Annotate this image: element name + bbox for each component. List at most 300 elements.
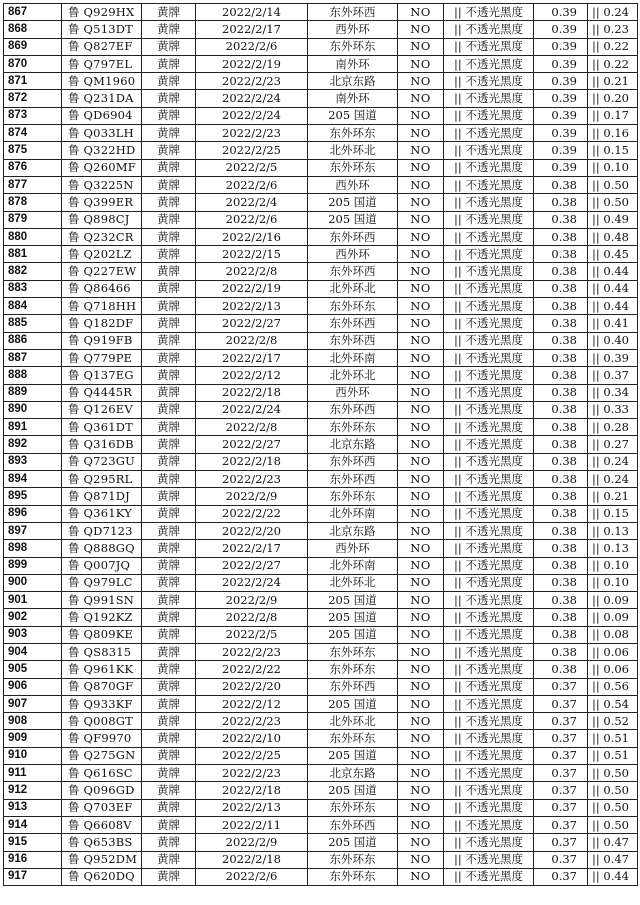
inspection-table bbox=[3, 3, 638, 886]
inspection-date-cell: 2022/2/22 bbox=[196, 505, 308, 522]
plate-color-cell: 黄牌 bbox=[142, 315, 196, 332]
row-number-cell: 873 bbox=[4, 107, 62, 124]
table-row bbox=[4, 799, 638, 816]
table-row bbox=[4, 868, 638, 885]
road-location-cell: 205 国道 bbox=[308, 747, 398, 764]
road-location-cell: 北外环南 bbox=[308, 557, 398, 574]
plate-number-cell: 鲁 QF9970 bbox=[62, 730, 142, 747]
road-location-cell: 东外环东 bbox=[308, 419, 398, 436]
inspection-date-cell: 2022/2/5 bbox=[196, 626, 308, 643]
road-location-cell: 205 国道 bbox=[308, 211, 398, 228]
row-number-cell: 880 bbox=[4, 228, 62, 245]
plate-color-cell: 黄牌 bbox=[142, 419, 196, 436]
inspection-date-cell: 2022/2/5 bbox=[196, 159, 308, 176]
road-location-cell: 西外环 bbox=[308, 384, 398, 401]
plate-number-cell: 鲁 QD6904 bbox=[62, 107, 142, 124]
table-row bbox=[4, 246, 638, 263]
table-row bbox=[4, 592, 638, 609]
measured-value-cell: || 0.22 bbox=[588, 55, 638, 72]
result-flag-cell: NO bbox=[398, 713, 444, 730]
road-location-cell: 北外环北 bbox=[308, 713, 398, 730]
inspection-date-cell: 2022/2/6 bbox=[196, 38, 308, 55]
road-location-cell: 西外环 bbox=[308, 540, 398, 557]
limit-value-cell: 0.37 bbox=[534, 868, 588, 885]
limit-value-cell: 0.38 bbox=[534, 194, 588, 211]
plate-color-cell: 黄牌 bbox=[142, 38, 196, 55]
road-location-cell: 北外环北 bbox=[308, 280, 398, 297]
plate-number-cell: 鲁 Q202LZ bbox=[62, 246, 142, 263]
table-row bbox=[4, 332, 638, 349]
plate-number-cell: 鲁 Q4445R bbox=[62, 384, 142, 401]
limit-value-cell: 0.38 bbox=[534, 349, 588, 366]
limit-value-cell: 0.37 bbox=[534, 782, 588, 799]
row-number-cell: 917 bbox=[4, 868, 62, 885]
row-number-cell: 905 bbox=[4, 661, 62, 678]
limit-value-cell: 0.38 bbox=[534, 557, 588, 574]
plate-number-cell: 鲁 Q979LC bbox=[62, 574, 142, 591]
inspection-date-cell: 2022/2/27 bbox=[196, 436, 308, 453]
test-item-cell: || 不透光黑度 bbox=[444, 730, 534, 747]
inspection-date-cell: 2022/2/23 bbox=[196, 765, 308, 782]
table-row bbox=[4, 38, 638, 55]
measured-value-cell: || 0.50 bbox=[588, 765, 638, 782]
test-item-cell: || 不透光黑度 bbox=[444, 488, 534, 505]
result-flag-cell: NO bbox=[398, 505, 444, 522]
inspection-date-cell: 2022/2/23 bbox=[196, 73, 308, 90]
inspection-date-cell: 2022/2/27 bbox=[196, 315, 308, 332]
limit-value-cell: 0.38 bbox=[534, 298, 588, 315]
inspection-date-cell: 2022/2/18 bbox=[196, 384, 308, 401]
table-row bbox=[4, 851, 638, 868]
test-item-cell: || 不透光黑度 bbox=[444, 540, 534, 557]
result-flag-cell: NO bbox=[398, 868, 444, 885]
road-location-cell: 205 国道 bbox=[308, 782, 398, 799]
inspection-date-cell: 2022/2/18 bbox=[196, 851, 308, 868]
road-location-cell: 东外环西 bbox=[308, 315, 398, 332]
plate-color-cell: 黄牌 bbox=[142, 280, 196, 297]
inspection-date-cell: 2022/2/24 bbox=[196, 401, 308, 418]
road-location-cell: 西外环 bbox=[308, 21, 398, 38]
limit-value-cell: 0.39 bbox=[534, 125, 588, 142]
table-row bbox=[4, 107, 638, 124]
result-flag-cell: NO bbox=[398, 38, 444, 55]
test-item-cell: || 不透光黑度 bbox=[444, 661, 534, 678]
row-number-cell: 901 bbox=[4, 592, 62, 609]
plate-color-cell: 黄牌 bbox=[142, 816, 196, 833]
inspection-date-cell: 2022/2/23 bbox=[196, 643, 308, 660]
road-location-cell: 东外环西 bbox=[308, 816, 398, 833]
inspection-date-cell: 2022/2/23 bbox=[196, 471, 308, 488]
limit-value-cell: 0.37 bbox=[534, 816, 588, 833]
result-flag-cell: NO bbox=[398, 4, 444, 21]
test-item-cell: || 不透光黑度 bbox=[444, 280, 534, 297]
result-flag-cell: NO bbox=[398, 367, 444, 384]
inspection-date-cell: 2022/2/14 bbox=[196, 4, 308, 21]
limit-value-cell: 0.39 bbox=[534, 159, 588, 176]
road-location-cell: 西外环 bbox=[308, 246, 398, 263]
measured-value-cell: || 0.09 bbox=[588, 609, 638, 626]
limit-value-cell: 0.39 bbox=[534, 21, 588, 38]
plate-number-cell: 鲁 Q126EV bbox=[62, 401, 142, 418]
plate-number-cell: 鲁 Q888GQ bbox=[62, 540, 142, 557]
plate-color-cell: 黄牌 bbox=[142, 522, 196, 539]
table-row bbox=[4, 280, 638, 297]
limit-value-cell: 0.38 bbox=[534, 609, 588, 626]
row-number-cell: 882 bbox=[4, 263, 62, 280]
plate-color-cell: 黄牌 bbox=[142, 488, 196, 505]
plate-color-cell: 黄牌 bbox=[142, 868, 196, 885]
table-row bbox=[4, 159, 638, 176]
road-location-cell: 东外环东 bbox=[308, 159, 398, 176]
limit-value-cell: 0.38 bbox=[534, 228, 588, 245]
limit-value-cell: 0.38 bbox=[534, 626, 588, 643]
plate-number-cell: 鲁 Q871DJ bbox=[62, 488, 142, 505]
measured-value-cell: || 0.37 bbox=[588, 367, 638, 384]
measured-value-cell: || 0.44 bbox=[588, 298, 638, 315]
plate-number-cell: 鲁 Q961KK bbox=[62, 661, 142, 678]
measured-value-cell: || 0.50 bbox=[588, 176, 638, 193]
road-location-cell: 东外环西 bbox=[308, 332, 398, 349]
plate-color-cell: 黄牌 bbox=[142, 211, 196, 228]
road-location-cell: 东外环西 bbox=[308, 678, 398, 695]
row-number-cell: 887 bbox=[4, 349, 62, 366]
limit-value-cell: 0.39 bbox=[534, 107, 588, 124]
inspection-date-cell: 2022/2/20 bbox=[196, 522, 308, 539]
result-flag-cell: NO bbox=[398, 765, 444, 782]
test-item-cell: || 不透光黑度 bbox=[444, 609, 534, 626]
measured-value-cell: || 0.44 bbox=[588, 280, 638, 297]
plate-color-cell: 黄牌 bbox=[142, 176, 196, 193]
row-number-cell: 867 bbox=[4, 4, 62, 21]
table-row bbox=[4, 643, 638, 660]
plate-color-cell: 黄牌 bbox=[142, 298, 196, 315]
plate-color-cell: 黄牌 bbox=[142, 747, 196, 764]
plate-number-cell: 鲁 Q295RL bbox=[62, 471, 142, 488]
plate-number-cell: 鲁 Q991SN bbox=[62, 592, 142, 609]
measured-value-cell: || 0.08 bbox=[588, 626, 638, 643]
inspection-date-cell: 2022/2/8 bbox=[196, 609, 308, 626]
measured-value-cell: || 0.15 bbox=[588, 505, 638, 522]
test-item-cell: || 不透光黑度 bbox=[444, 643, 534, 660]
plate-number-cell: 鲁 Q809KE bbox=[62, 626, 142, 643]
inspection-date-cell: 2022/2/8 bbox=[196, 263, 308, 280]
measured-value-cell: || 0.54 bbox=[588, 695, 638, 712]
result-flag-cell: NO bbox=[398, 315, 444, 332]
plate-number-cell: 鲁 Q933KF bbox=[62, 695, 142, 712]
road-location-cell: 北京东路 bbox=[308, 73, 398, 90]
result-flag-cell: NO bbox=[398, 782, 444, 799]
measured-value-cell: || 0.45 bbox=[588, 246, 638, 263]
row-number-cell: 910 bbox=[4, 747, 62, 764]
test-item-cell: || 不透光黑度 bbox=[444, 453, 534, 470]
result-flag-cell: NO bbox=[398, 194, 444, 211]
row-number-cell: 875 bbox=[4, 142, 62, 159]
measured-value-cell: || 0.24 bbox=[588, 471, 638, 488]
plate-number-cell: 鲁 QS8315 bbox=[62, 643, 142, 660]
plate-number-cell: 鲁 Q227EW bbox=[62, 263, 142, 280]
result-flag-cell: NO bbox=[398, 557, 444, 574]
row-number-cell: 912 bbox=[4, 782, 62, 799]
result-flag-cell: NO bbox=[398, 678, 444, 695]
table-row bbox=[4, 505, 638, 522]
measured-value-cell: || 0.06 bbox=[588, 661, 638, 678]
plate-number-cell: 鲁 Q616SC bbox=[62, 765, 142, 782]
test-item-cell: || 不透光黑度 bbox=[444, 799, 534, 816]
inspection-date-cell: 2022/2/6 bbox=[196, 176, 308, 193]
table-row bbox=[4, 557, 638, 574]
limit-value-cell: 0.38 bbox=[534, 574, 588, 591]
plate-number-cell: 鲁 Q952DM bbox=[62, 851, 142, 868]
plate-color-cell: 黄牌 bbox=[142, 592, 196, 609]
road-location-cell: 北外环南 bbox=[308, 349, 398, 366]
result-flag-cell: NO bbox=[398, 159, 444, 176]
plate-color-cell: 黄牌 bbox=[142, 194, 196, 211]
result-flag-cell: NO bbox=[398, 471, 444, 488]
result-flag-cell: NO bbox=[398, 349, 444, 366]
road-location-cell: 南外环 bbox=[308, 90, 398, 107]
row-number-cell: 877 bbox=[4, 176, 62, 193]
limit-value-cell: 0.37 bbox=[534, 799, 588, 816]
table-row bbox=[4, 349, 638, 366]
plate-number-cell: 鲁 QD7123 bbox=[62, 522, 142, 539]
test-item-cell: || 不透光黑度 bbox=[444, 332, 534, 349]
plate-color-cell: 黄牌 bbox=[142, 799, 196, 816]
limit-value-cell: 0.37 bbox=[534, 713, 588, 730]
table-row bbox=[4, 367, 638, 384]
result-flag-cell: NO bbox=[398, 246, 444, 263]
result-flag-cell: NO bbox=[398, 401, 444, 418]
plate-color-cell: 黄牌 bbox=[142, 142, 196, 159]
test-item-cell: || 不透光黑度 bbox=[444, 765, 534, 782]
limit-value-cell: 0.38 bbox=[534, 436, 588, 453]
measured-value-cell: || 0.40 bbox=[588, 332, 638, 349]
plate-color-cell: 黄牌 bbox=[142, 453, 196, 470]
row-number-cell: 896 bbox=[4, 505, 62, 522]
inspection-date-cell: 2022/2/4 bbox=[196, 194, 308, 211]
limit-value-cell: 0.38 bbox=[534, 367, 588, 384]
measured-value-cell: || 0.16 bbox=[588, 125, 638, 142]
road-location-cell: 东外环东 bbox=[308, 298, 398, 315]
limit-value-cell: 0.37 bbox=[534, 730, 588, 747]
table-row bbox=[4, 194, 638, 211]
row-number-cell: 904 bbox=[4, 643, 62, 660]
limit-value-cell: 0.39 bbox=[534, 142, 588, 159]
row-number-cell: 868 bbox=[4, 21, 62, 38]
measured-value-cell: || 0.50 bbox=[588, 782, 638, 799]
plate-color-cell: 黄牌 bbox=[142, 263, 196, 280]
row-number-cell: 876 bbox=[4, 159, 62, 176]
limit-value-cell: 0.38 bbox=[534, 522, 588, 539]
row-number-cell: 916 bbox=[4, 851, 62, 868]
road-location-cell: 205 国道 bbox=[308, 834, 398, 851]
inspection-date-cell: 2022/2/6 bbox=[196, 211, 308, 228]
result-flag-cell: NO bbox=[398, 592, 444, 609]
result-flag-cell: NO bbox=[398, 384, 444, 401]
inspection-date-cell: 2022/2/12 bbox=[196, 367, 308, 384]
result-flag-cell: NO bbox=[398, 540, 444, 557]
plate-number-cell: 鲁 Q827EF bbox=[62, 38, 142, 55]
table-row bbox=[4, 453, 638, 470]
result-flag-cell: NO bbox=[398, 211, 444, 228]
plate-number-cell: 鲁 Q86466 bbox=[62, 280, 142, 297]
plate-color-cell: 黄牌 bbox=[142, 782, 196, 799]
plate-number-cell: 鲁 Q399ER bbox=[62, 194, 142, 211]
test-item-cell: || 不透光黑度 bbox=[444, 315, 534, 332]
row-number-cell: 902 bbox=[4, 609, 62, 626]
result-flag-cell: NO bbox=[398, 574, 444, 591]
row-number-cell: 895 bbox=[4, 488, 62, 505]
row-number-cell: 908 bbox=[4, 713, 62, 730]
road-location-cell: 北京东路 bbox=[308, 522, 398, 539]
test-item-cell: || 不透光黑度 bbox=[444, 21, 534, 38]
limit-value-cell: 0.38 bbox=[534, 246, 588, 263]
limit-value-cell: 0.38 bbox=[534, 332, 588, 349]
table-row bbox=[4, 678, 638, 695]
road-location-cell: 东外环西 bbox=[308, 453, 398, 470]
limit-value-cell: 0.38 bbox=[534, 384, 588, 401]
measured-value-cell: || 0.44 bbox=[588, 868, 638, 885]
result-flag-cell: NO bbox=[398, 834, 444, 851]
row-number-cell: 872 bbox=[4, 90, 62, 107]
test-item-cell: || 不透光黑度 bbox=[444, 471, 534, 488]
plate-color-cell: 黄牌 bbox=[142, 55, 196, 72]
road-location-cell: 北外环南 bbox=[308, 505, 398, 522]
road-location-cell: 东外环东 bbox=[308, 488, 398, 505]
plate-color-cell: 黄牌 bbox=[142, 4, 196, 21]
limit-value-cell: 0.38 bbox=[534, 401, 588, 418]
table-row bbox=[4, 436, 638, 453]
plate-color-cell: 黄牌 bbox=[142, 125, 196, 142]
table-row bbox=[4, 384, 638, 401]
limit-value-cell: 0.39 bbox=[534, 38, 588, 55]
plate-number-cell: 鲁 Q007JQ bbox=[62, 557, 142, 574]
limit-value-cell: 0.38 bbox=[534, 592, 588, 609]
table-row bbox=[4, 298, 638, 315]
result-flag-cell: NO bbox=[398, 661, 444, 678]
limit-value-cell: 0.39 bbox=[534, 73, 588, 90]
row-number-cell: 886 bbox=[4, 332, 62, 349]
inspection-date-cell: 2022/2/24 bbox=[196, 90, 308, 107]
result-flag-cell: NO bbox=[398, 90, 444, 107]
inspection-date-cell: 2022/2/15 bbox=[196, 246, 308, 263]
road-location-cell: 205 国道 bbox=[308, 592, 398, 609]
table-row bbox=[4, 401, 638, 418]
inspection-date-cell: 2022/2/19 bbox=[196, 55, 308, 72]
inspection-date-cell: 2022/2/27 bbox=[196, 557, 308, 574]
measured-value-cell: || 0.23 bbox=[588, 21, 638, 38]
test-item-cell: || 不透光黑度 bbox=[444, 73, 534, 90]
inspection-date-cell: 2022/2/17 bbox=[196, 21, 308, 38]
plate-number-cell: 鲁 Q513DT bbox=[62, 21, 142, 38]
test-item-cell: || 不透光黑度 bbox=[444, 522, 534, 539]
row-number-cell: 903 bbox=[4, 626, 62, 643]
row-number-cell: 906 bbox=[4, 678, 62, 695]
plate-number-cell: 鲁 Q231DA bbox=[62, 90, 142, 107]
row-number-cell: 879 bbox=[4, 211, 62, 228]
limit-value-cell: 0.38 bbox=[534, 453, 588, 470]
row-number-cell: 890 bbox=[4, 401, 62, 418]
row-number-cell: 909 bbox=[4, 730, 62, 747]
limit-value-cell: 0.37 bbox=[534, 765, 588, 782]
plate-color-cell: 黄牌 bbox=[142, 851, 196, 868]
row-number-cell: 897 bbox=[4, 522, 62, 539]
result-flag-cell: NO bbox=[398, 107, 444, 124]
row-number-cell: 893 bbox=[4, 453, 62, 470]
test-item-cell: || 不透光黑度 bbox=[444, 592, 534, 609]
measured-value-cell: || 0.51 bbox=[588, 730, 638, 747]
table-row bbox=[4, 730, 638, 747]
table-row bbox=[4, 73, 638, 90]
result-flag-cell: NO bbox=[398, 730, 444, 747]
plate-color-cell: 黄牌 bbox=[142, 436, 196, 453]
inspection-date-cell: 2022/2/8 bbox=[196, 419, 308, 436]
measured-value-cell: || 0.50 bbox=[588, 816, 638, 833]
test-item-cell: || 不透光黑度 bbox=[444, 211, 534, 228]
result-flag-cell: NO bbox=[398, 522, 444, 539]
test-item-cell: || 不透光黑度 bbox=[444, 90, 534, 107]
measured-value-cell: || 0.20 bbox=[588, 90, 638, 107]
test-item-cell: || 不透光黑度 bbox=[444, 228, 534, 245]
plate-color-cell: 黄牌 bbox=[142, 401, 196, 418]
plate-color-cell: 黄牌 bbox=[142, 695, 196, 712]
inspection-date-cell: 2022/2/9 bbox=[196, 488, 308, 505]
road-location-cell: 东外环西 bbox=[308, 471, 398, 488]
table-row bbox=[4, 315, 638, 332]
measured-value-cell: || 0.28 bbox=[588, 419, 638, 436]
measured-value-cell: || 0.10 bbox=[588, 159, 638, 176]
plate-number-cell: 鲁 Q929HX bbox=[62, 4, 142, 21]
test-item-cell: || 不透光黑度 bbox=[444, 816, 534, 833]
plate-number-cell: 鲁 Q322HD bbox=[62, 142, 142, 159]
row-number-cell: 894 bbox=[4, 471, 62, 488]
result-flag-cell: NO bbox=[398, 453, 444, 470]
inspection-date-cell: 2022/2/24 bbox=[196, 574, 308, 591]
measured-value-cell: || 0.24 bbox=[588, 453, 638, 470]
limit-value-cell: 0.38 bbox=[534, 419, 588, 436]
table-row bbox=[4, 816, 638, 833]
row-number-cell: 900 bbox=[4, 574, 62, 591]
plate-color-cell: 黄牌 bbox=[142, 505, 196, 522]
limit-value-cell: 0.37 bbox=[534, 695, 588, 712]
measured-value-cell: || 0.15 bbox=[588, 142, 638, 159]
plate-number-cell: 鲁 Q033LH bbox=[62, 125, 142, 142]
plate-color-cell: 黄牌 bbox=[142, 834, 196, 851]
row-number-cell: 871 bbox=[4, 73, 62, 90]
plate-color-cell: 黄牌 bbox=[142, 246, 196, 263]
plate-number-cell: 鲁 Q008GT bbox=[62, 713, 142, 730]
measured-value-cell: || 0.24 bbox=[588, 4, 638, 21]
row-number-cell: 899 bbox=[4, 557, 62, 574]
plate-color-cell: 黄牌 bbox=[142, 349, 196, 366]
plate-number-cell: 鲁 Q653BS bbox=[62, 834, 142, 851]
plate-number-cell: 鲁 Q182DF bbox=[62, 315, 142, 332]
road-location-cell: 东外环西 bbox=[308, 263, 398, 280]
road-location-cell: 东外环东 bbox=[308, 643, 398, 660]
result-flag-cell: NO bbox=[398, 55, 444, 72]
table-body bbox=[4, 4, 638, 886]
table-row bbox=[4, 55, 638, 72]
test-item-cell: || 不透光黑度 bbox=[444, 436, 534, 453]
test-item-cell: || 不透光黑度 bbox=[444, 401, 534, 418]
limit-value-cell: 0.37 bbox=[534, 834, 588, 851]
limit-value-cell: 0.38 bbox=[534, 211, 588, 228]
plate-number-cell: 鲁 Q870GF bbox=[62, 678, 142, 695]
table-row bbox=[4, 834, 638, 851]
row-number-cell: 907 bbox=[4, 695, 62, 712]
test-item-cell: || 不透光黑度 bbox=[444, 176, 534, 193]
limit-value-cell: 0.37 bbox=[534, 678, 588, 695]
result-flag-cell: NO bbox=[398, 263, 444, 280]
